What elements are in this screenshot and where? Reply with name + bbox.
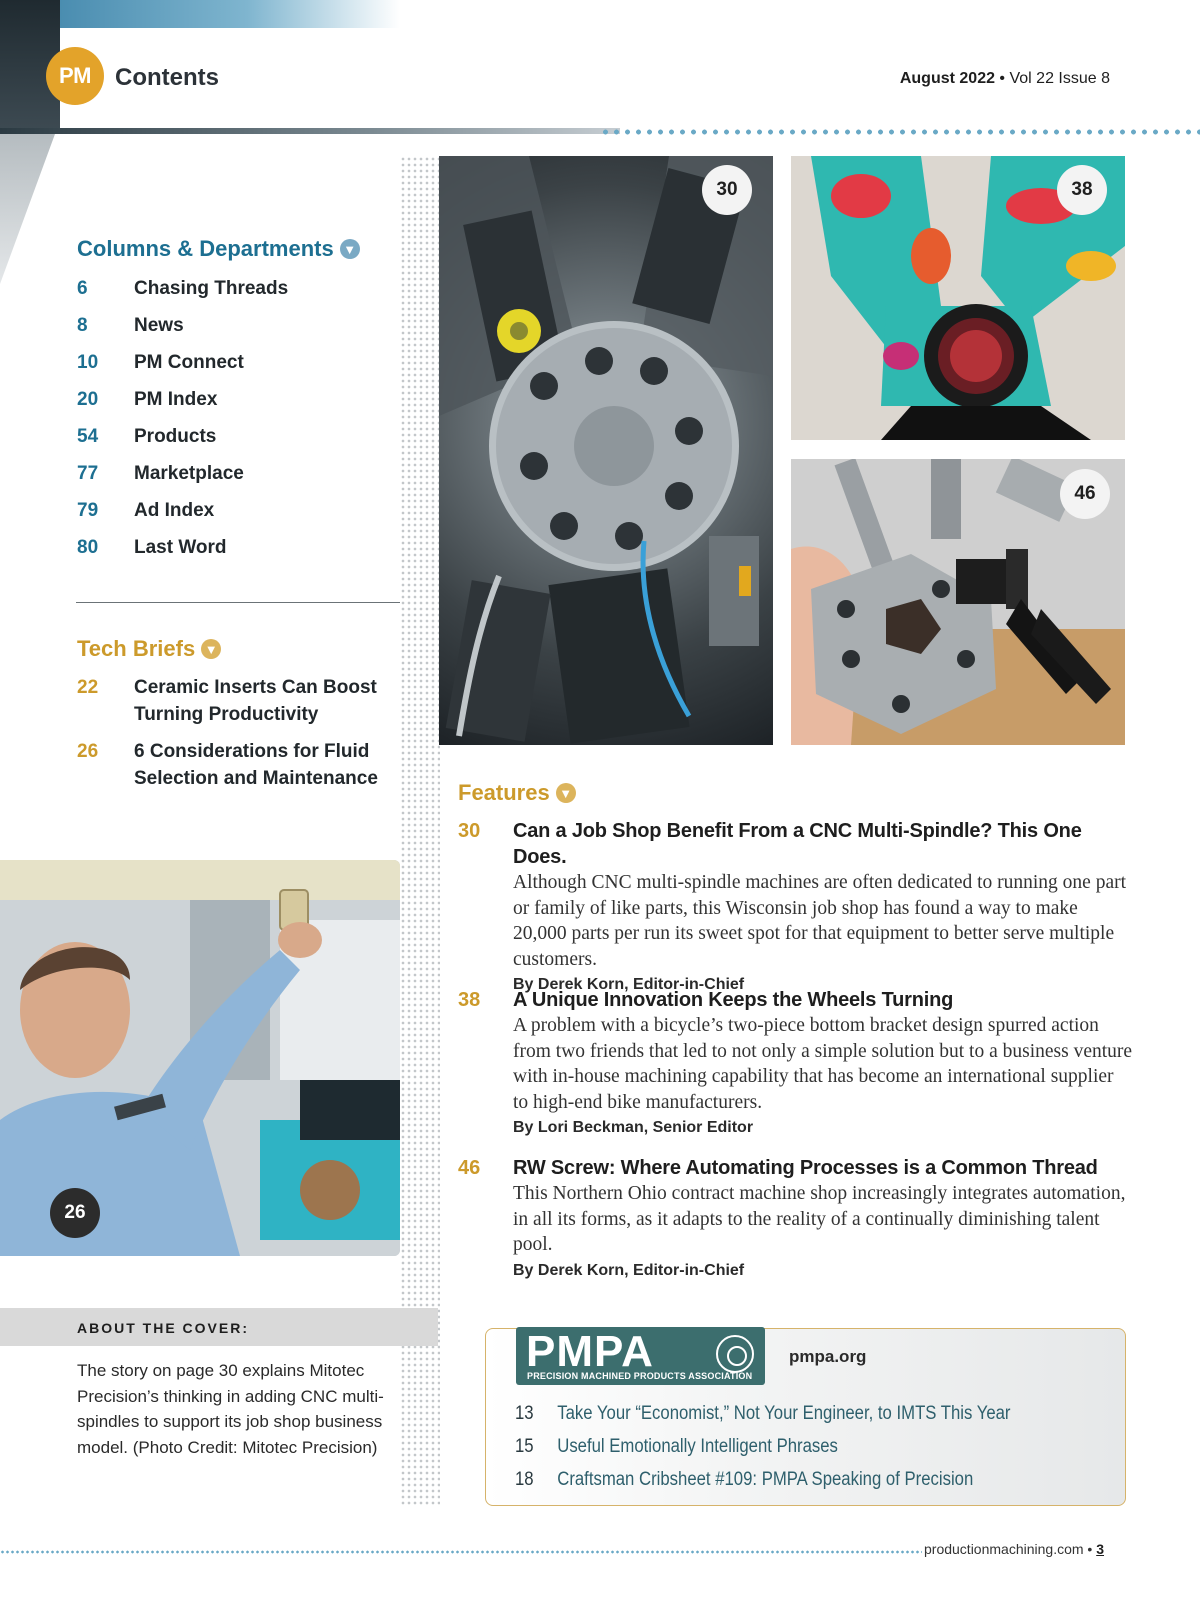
feature-item[interactable] [458,987,1133,1140]
photo-chuck-jaw[interactable] [791,459,1125,745]
footer-page-number: 3 [1096,1541,1105,1557]
feature-body [513,818,1133,997]
feature-byline: By Derek Korn, Editor-in-Chief [513,976,745,993]
feature-title: RW Screw: Where Automating Processes is a Common Thread [513,1157,1098,1179]
toc-item[interactable] [77,492,288,529]
header-blue-band [60,0,400,28]
issue-separator: • [994,70,1010,87]
pmpa-logo-subtitle: PRECISION MACHINED PRODUCTS ASSOCIATION [527,1371,753,1381]
pmpa-item[interactable] [515,1436,838,1458]
pmpa-logo-word: PMPA [526,1327,654,1376]
tech-briefs-heading [77,636,221,662]
photo-bicycle-bracket[interactable] [791,156,1125,440]
issue-date: August 2022 [899,70,995,87]
toc-page: 6 [77,277,88,299]
photo-fluid-sample[interactable] [0,860,400,1256]
toc-label: PM Connect [134,351,244,373]
tech-brief-item[interactable] [77,738,404,792]
feature-title: Can a Job Shop Benefit From a CNC Multi-Spindle? This One Does. [513,820,1082,868]
page-badge-46: 46 [1060,469,1110,519]
pmpa-item-label: Useful Emotionally Intelligent Phrases [557,1436,838,1457]
toc-item[interactable] [77,529,288,566]
pm-logo [46,47,104,105]
toc-page: 54 [77,425,99,447]
toc-page: 10 [77,351,99,373]
feature-body [513,987,1133,1140]
target-icon [716,1335,754,1373]
pmpa-item-page: 18 [515,1469,534,1490]
features-heading-text: Features [458,780,550,805]
tech-brief-title: Ceramic Inserts Can Boost Turning Productivity [134,677,377,725]
footer-dot-rule [0,1550,922,1554]
toc-item[interactable] [77,270,288,307]
toc-page: 8 [77,314,88,336]
toc-item[interactable] [77,455,288,492]
toc-item[interactable] [77,307,288,344]
toc-label: Products [134,425,217,447]
header-slant-decoration [0,134,55,284]
toc-item[interactable] [77,418,288,455]
pmpa-item-label: Take Your “Economist,” Not Your Engineer, to IMTS This Year [557,1403,1011,1424]
page-badge-26: 26 [50,1188,100,1238]
feature-description: This Northern Ohio contract machine shop increasingly integrates automation, in all its forms, as it adapts to the reality of a continually diminishing talent pool. [513,1183,1126,1255]
pmpa-item[interactable] [515,1469,973,1491]
issue-info [900,70,1110,88]
header-rule [0,128,620,134]
about-cover-text: The story on page 30 explains Mitotec Precision’s thinking in adding CNC multi-spindles to support its job shop business model. (Photo Credit: Mitotec Precision) [77,1361,384,1457]
toc-item[interactable] [77,381,288,418]
columns-departments-list [77,270,288,566]
tech-brief-page: 26 [77,741,99,762]
chevron-down-circle-icon: ▼ [201,639,221,659]
tech-brief-item[interactable] [77,674,404,728]
tech-briefs-heading-text: Tech Briefs [77,636,196,661]
page-badge-30: 30 [702,165,752,215]
issue-volume: Vol 22 Issue 8 [1009,70,1110,87]
feature-byline: By Lori Beckman, Senior Editor [513,1119,754,1136]
page-title: Contents [115,64,219,91]
feature-description: Although CNC multi-spindle machines are often dedicated to running one part or family of like parts, this Wisconsin job shop has found a way to make 20,000 parts per run its sweet spot for that equipment to better serve multiple customers. [513,872,1127,970]
feature-item[interactable] [458,818,1133,997]
toc-page: 20 [77,388,99,410]
multi-spindle-illustration [439,156,773,745]
toc-page: 80 [77,536,99,558]
pmpa-item-page: 13 [515,1403,534,1424]
pm-logo-text: PM [59,63,91,88]
toc-label: Chasing Threads [134,277,289,299]
columns-departments-heading [77,236,360,262]
toc-page: 79 [77,499,99,521]
pmpa-item-page: 15 [515,1436,534,1457]
tech-brief-title: 6 Considerations for Fluid Selection and Maintenance [134,741,378,789]
columns-departments-heading-text: Columns & Departments [77,236,334,261]
feature-page: 46 [458,1157,481,1179]
chevron-down-circle-icon: ▼ [340,239,360,259]
page-badge-38: 38 [1057,165,1107,215]
toc-item[interactable] [77,344,288,381]
about-cover-title: ABOUT THE COVER: [77,1320,249,1336]
toc-label: News [134,314,184,336]
toc-label: PM Index [134,388,218,410]
pmpa-item-label: Craftsman Cribsheet #109: PMPA Speaking of Precision [557,1469,974,1490]
pmpa-url-link[interactable]: pmpa.org [789,1347,867,1366]
vertical-dot-pattern [400,156,440,1506]
feature-description: A problem with a bicycle’s two-piece bottom bracket design spurred action from two friends that led to not only a simple solution but to a business venture with in-house machining capability that has become an international supplier to high-end bike manufacturers. [513,1015,1133,1113]
feature-page: 38 [458,989,481,1011]
pmpa-item[interactable] [515,1403,1010,1425]
features-heading [458,780,576,806]
section-divider [76,602,400,603]
feature-body [513,1155,1133,1283]
photo-multi-spindle[interactable] [439,156,773,745]
tech-brief-page: 22 [77,677,99,698]
toc-label: Last Word [134,536,227,558]
toc-label: Ad Index [134,499,215,521]
feature-title: A Unique Innovation Keeps the Wheels Turning [513,989,954,1011]
toc-label: Marketplace [134,462,244,484]
feature-page: 30 [458,820,481,842]
footer-separator: • [1083,1541,1097,1557]
toc-page: 77 [77,462,99,484]
footer [924,1541,1104,1557]
chevron-down-circle-icon: ▼ [556,783,576,803]
feature-byline: By Derek Korn, Editor-in-Chief [513,1261,745,1279]
footer-site[interactable]: productionmachining.com [924,1541,1084,1557]
header-dot-rule [600,128,1200,136]
feature-item[interactable] [458,1155,1133,1283]
